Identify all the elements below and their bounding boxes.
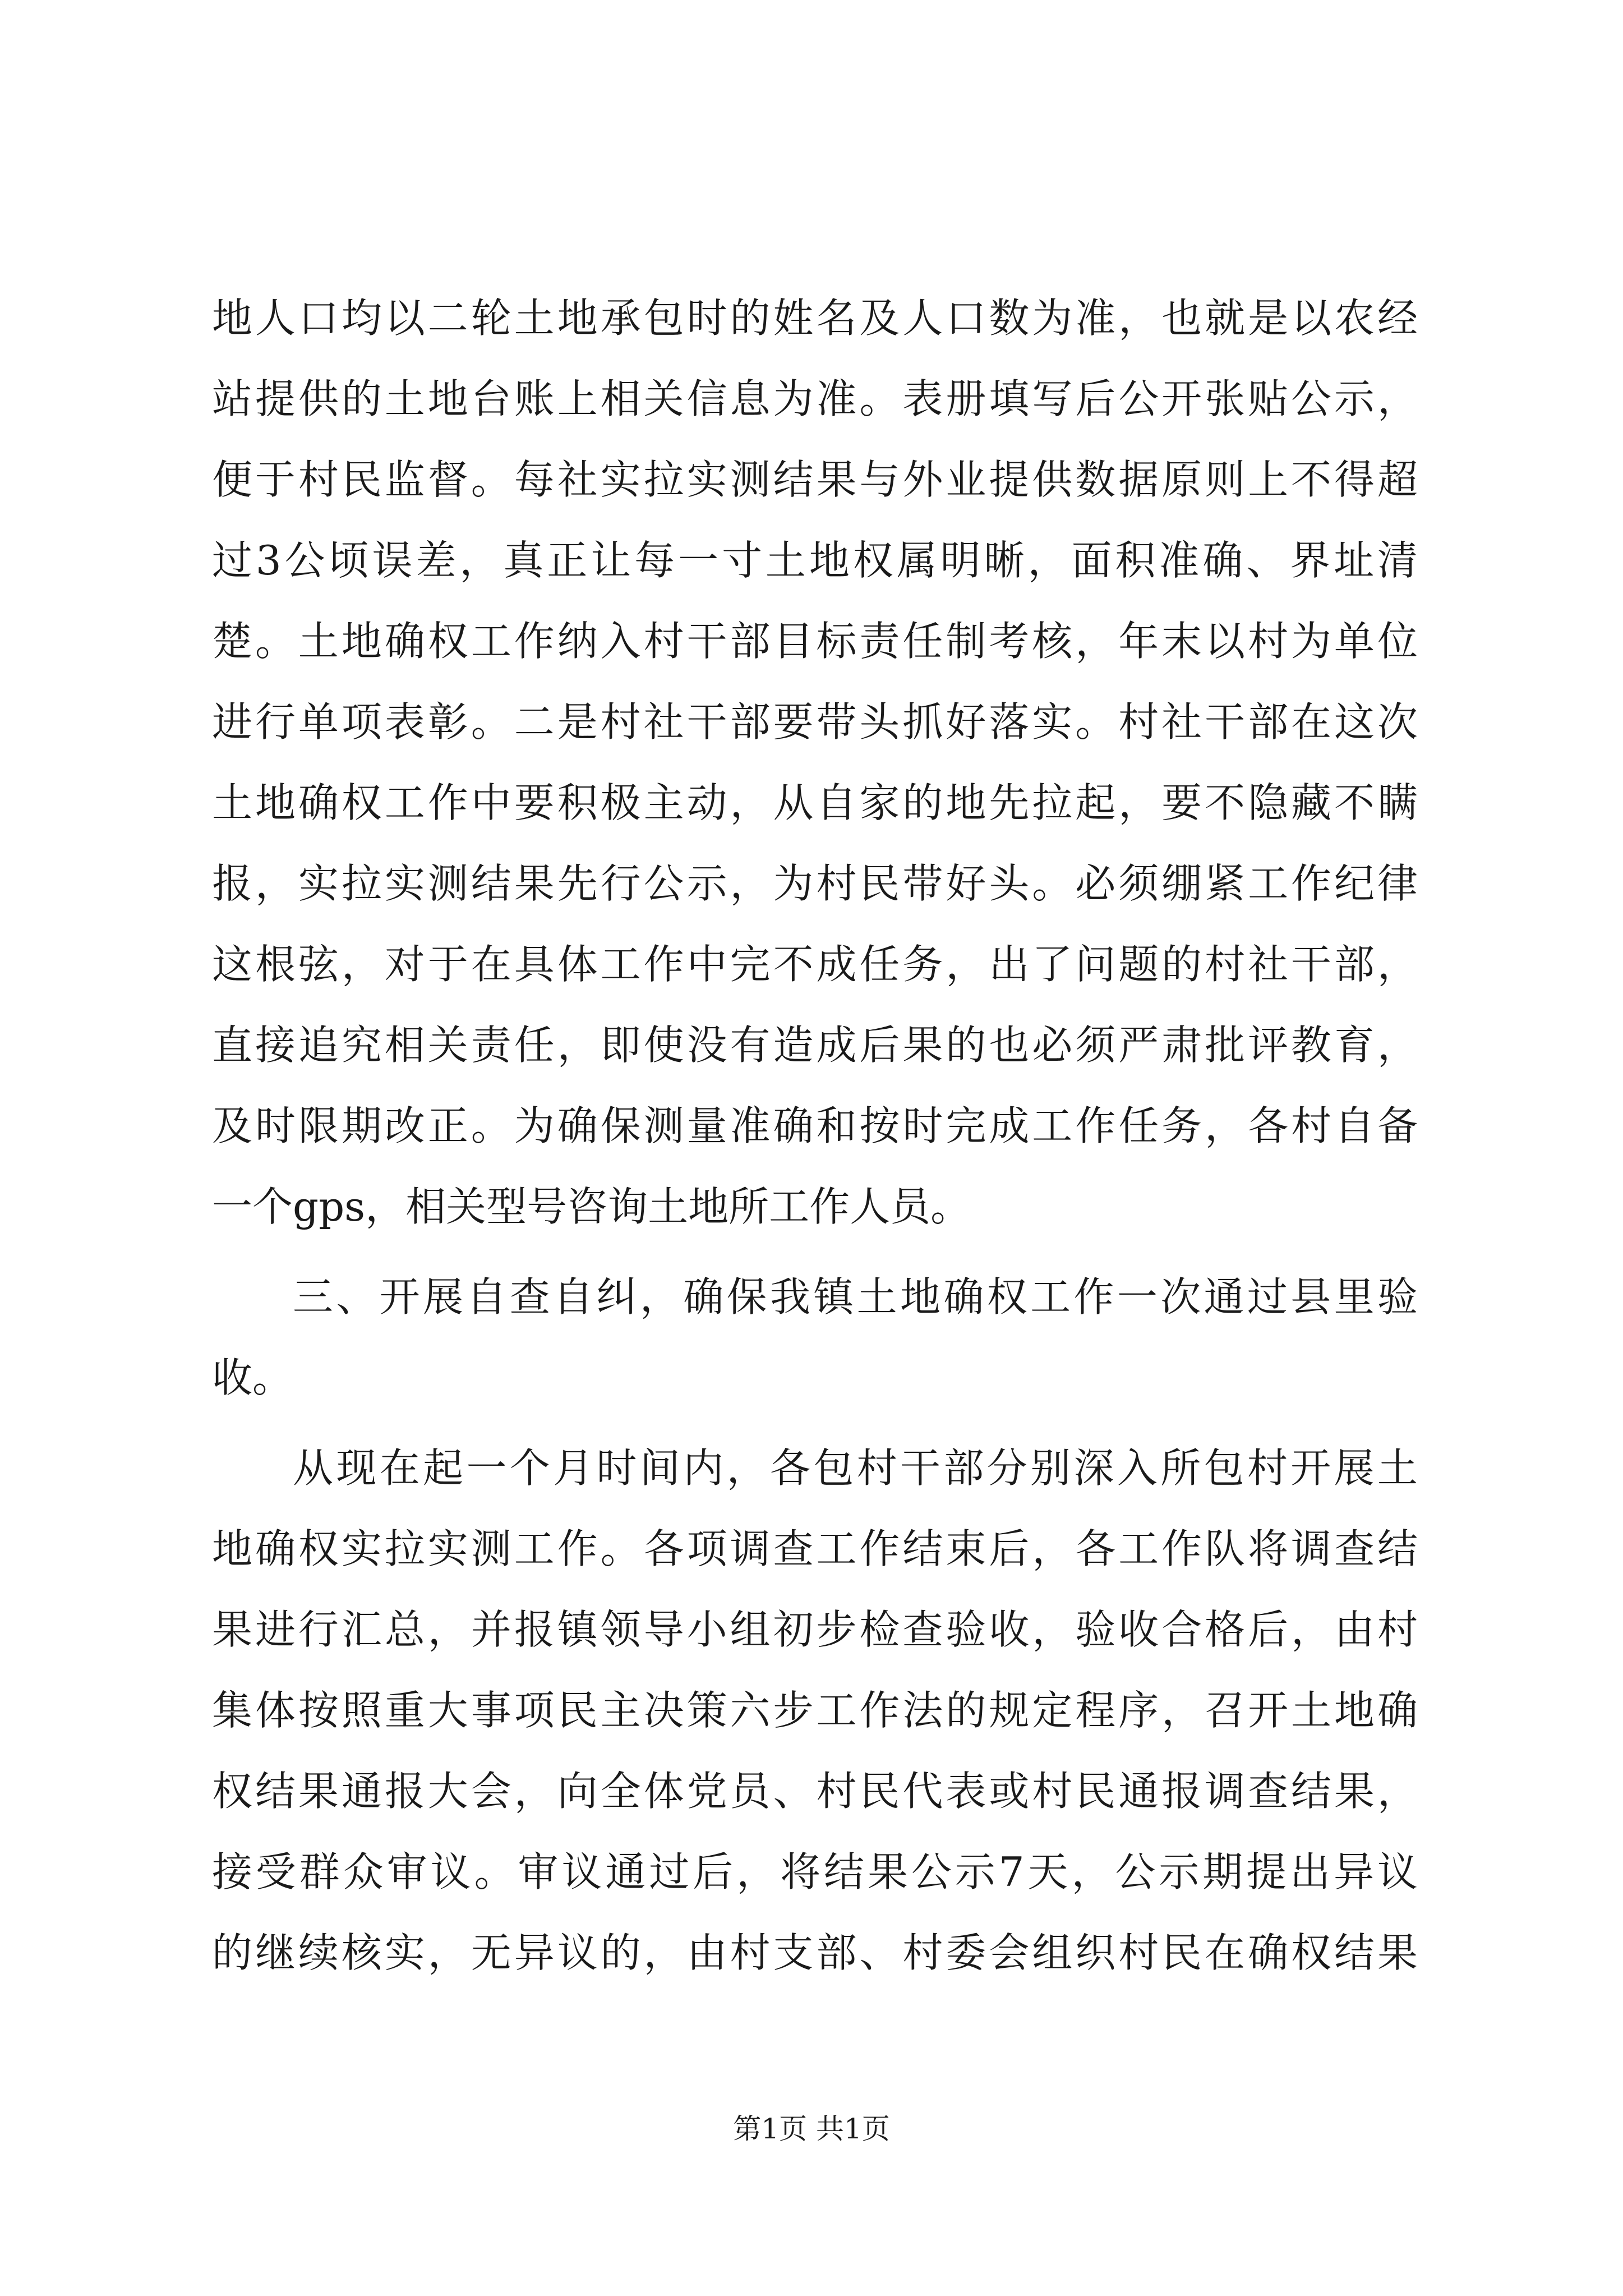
text-line: 一个gps，相关型号咨询土地所工作人员。 bbox=[212, 1183, 971, 1230]
page-footer: 第1页 共1页 bbox=[733, 2113, 890, 2145]
text-line: 站提供的土地台账上相关信息为准。表册填写后公开张贴公示， bbox=[212, 375, 1418, 422]
text-line: 地确权实拉实测工作。各项调查工作结束后，各工作队将调查结 bbox=[212, 1525, 1418, 1572]
text-line: 地人口均以二轮土地承包时的姓名及人口数为准，也就是以农经 bbox=[212, 295, 1418, 342]
text-line: 土地确权工作中要积极主动，从自家的地先拉起，要不隐藏不瞒 bbox=[212, 779, 1418, 826]
text-line: 直接追究相关责任，即使没有造成后果的也必须严肃批评教育， bbox=[212, 1022, 1418, 1069]
text-line: 进行单项表彰。二是村社干部要带头抓好落实。村社干部在这次 bbox=[212, 698, 1418, 746]
text-line: 接受群众审议。审议通过后，将结果公示7天，公示期提出异议 bbox=[212, 1848, 1418, 1895]
text-line: 便于村民监督。每社实拉实测结果与外业提供数据原则上不得超 bbox=[212, 456, 1418, 503]
section-heading: 三、开展自查自纠，确保我镇土地确权工作一次通过县里验 bbox=[293, 1273, 1418, 1320]
text-line: 楚。土地确权工作纳入村干部目标责任制考核，年末以村为单位 bbox=[212, 618, 1418, 665]
text-line: 从现在起一个月时间内，各包村干部分别深入所包村开展土 bbox=[293, 1444, 1418, 1492]
text-line: 权结果通报大会，向全体党员、村民代表或村民通报调查结果， bbox=[212, 1768, 1418, 1815]
text-line: 及时限期改正。为确保测量准确和按时完成工作任务，各村自备 bbox=[212, 1102, 1418, 1149]
text-line: 果进行汇总，并报镇领导小组初步检查验收，验收合格后，由村 bbox=[212, 1606, 1418, 1653]
text-line: 集体按照重大事项民主决策六步工作法的规定程序，召开土地确 bbox=[212, 1687, 1418, 1734]
text-line: 报，实拉实测结果先行公示，为村民带好头。必须绷紧工作纪律 bbox=[212, 860, 1418, 907]
section-heading: 收。 bbox=[212, 1354, 293, 1401]
text-line: 的继续核实，无异议的，由村支部、村委会组织村民在确权结果 bbox=[212, 1929, 1418, 1976]
text-line: 这根弦，对于在具体工作中完不成任务，出了问题的村社干部， bbox=[212, 941, 1418, 988]
text-line: 过3公顷误差，真正让每一寸土地权属明晰，面积准确、界址清 bbox=[212, 537, 1418, 584]
